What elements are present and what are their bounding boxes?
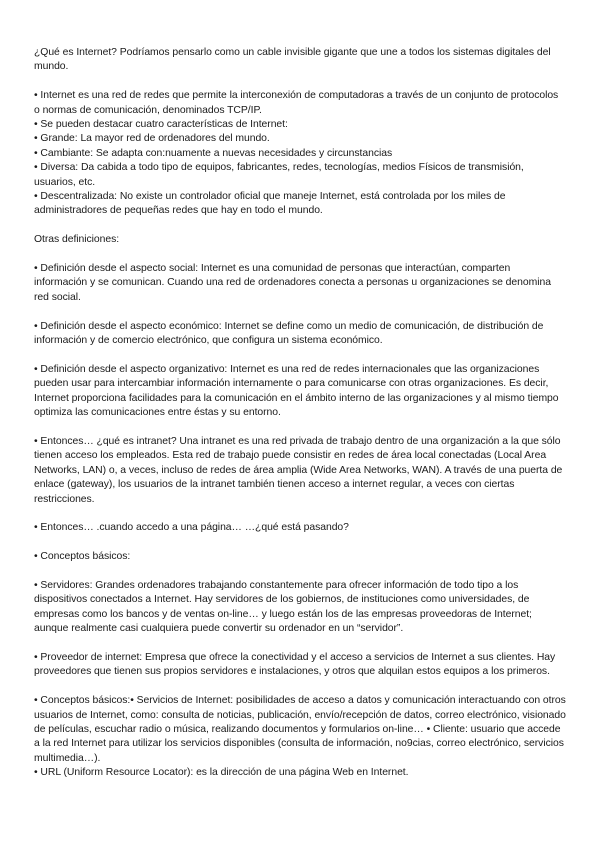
spacer <box>34 420 566 434</box>
url-paragraph: • URL (Uniform Resource Locator): es la dirección de una página Web en Internet. <box>34 767 409 779</box>
spacer <box>34 348 566 362</box>
spacer <box>34 507 566 521</box>
spacer <box>34 637 566 651</box>
spacer <box>34 565 566 579</box>
spacer <box>34 680 566 694</box>
intro-paragraph: ¿Qué es Internet? Podríamos pensarlo como un cable invisible gigante que une a todos los sistemas digitales del mundo. <box>34 47 551 73</box>
servidores-paragraph: • Servidores: Grandes ordenadores trabajando constantemente para ofrecer información de todo tipo a los dispositivos conectados a Internet. Hay servidores de los gobiernos, de instituciones como universidades, de empresas como los bancos y de ventas on-line… y luego están los de las empresas proveedoras de Internet; aunque realmente casi cualquiera puede convertir su ordenador en un “servidor”. <box>34 579 532 635</box>
conceptos-basicos-heading: • Conceptos básicos: <box>34 551 131 563</box>
document-page <box>34 46 566 781</box>
conceptos-servicios-paragraph: • Conceptos básicos:• Servicios de Internet: posibilidades de acceso a datos y comunicación interactuando con otros usuarios de Internet, como: consulta de noticias, publicación, envío/recepción de datos, correo electrónico, visionado de películas, escuchar radio o música, realizando documentos y formularios on-line… • Cliente: usuario que accede a la red Internet para utilizar los servicios disponibles (consulta de información, no9cias, correo electrónico, servicios multimedia…). <box>34 695 566 764</box>
spacer <box>34 248 566 262</box>
bullet-grande: • Grande: La mayor red de ordenadores del mundo. <box>34 133 270 145</box>
intranet-paragraph: • Entonces… ¿qué es intranet? Una intranet es una red privada de trabajo dentro de una organización a la que sólo tienen acceso los empleados. Esta red de trabajo puede consistir en redes de área local conectadas (Local Area Networks, LAN) o, a veces, incluso de redes de área amplia (Wide Area Networks, WAN). A través de una puerta de enlace (gateway), los usuarios de la intranet también tienen acceso a internet regular, a veces con ciertas restricciones. <box>34 435 563 505</box>
bullet-caracteristicas: • Se pueden destacar cuatro características de Internet: <box>34 119 288 131</box>
bullet-descentralizada: • Descentralizada: No existe un controlador oficial que maneje Internet, está controlada por los miles de administradores de pequeñas redes que hay en todo el mundo. <box>34 191 506 217</box>
proveedor-paragraph: • Proveedor de internet: Empresa que ofrece la conectividad y el acceso a servicios de Internet a sus clientes. Hay proveedores que tienen sus propios servidores e instalaciones, y otros que alquilan estos equipos a los primeros. <box>34 651 556 678</box>
bullet-internet-red-de-redes: • Internet es una red de redes que permite la interconexión de computadoras a través de un conjunto de protocolos o normas de comunicación, denominados TCP/IP. <box>34 90 559 116</box>
spacer <box>34 305 566 319</box>
entonces-pagina-paragraph: • Entonces… .cuando accedo a una página… …¿qué está pasando? <box>34 522 349 534</box>
spacer <box>34 219 566 233</box>
otras-definiciones-heading: Otras definiciones: <box>34 234 120 246</box>
spacer <box>34 536 566 550</box>
bullet-diversa: • Diversa: Da cabida a todo tipo de equipos, fabricantes, redes, tecnologías, medios Físicos de transmisión, usuarios, etc. <box>34 162 524 188</box>
spacer <box>34 75 566 89</box>
definicion-organizativo: • Definición desde el aspecto organizativo: Internet es una red de redes internacionales que las organizaciones pueden usar para intercambiar información internamente o para comunicarse con otras organizaciones. Es decir, Internet proporciona facilidades para la comunicación en el ámbito interno de las organizaciones y al mismo tiempo optimiza las comunicaciones entre éstas y su entorno. <box>34 363 559 419</box>
definicion-social: • Definición desde el aspecto social: Internet es una comunidad de personas que interactúan, comparten información y se comunican. Cuando una red de ordenadores conecta a personas u organizaciones se denomina red social. <box>34 263 551 303</box>
definicion-economico: • Definición desde el aspecto económico: Internet se define como un medio de comunicación, de distribución de información y de comercio electrónico, que configura un sistema económico. <box>34 320 544 347</box>
bullet-cambiante: • Cambiante: Se adapta con:nuamente a nuevas necesidades y circunstancias <box>34 147 393 159</box>
